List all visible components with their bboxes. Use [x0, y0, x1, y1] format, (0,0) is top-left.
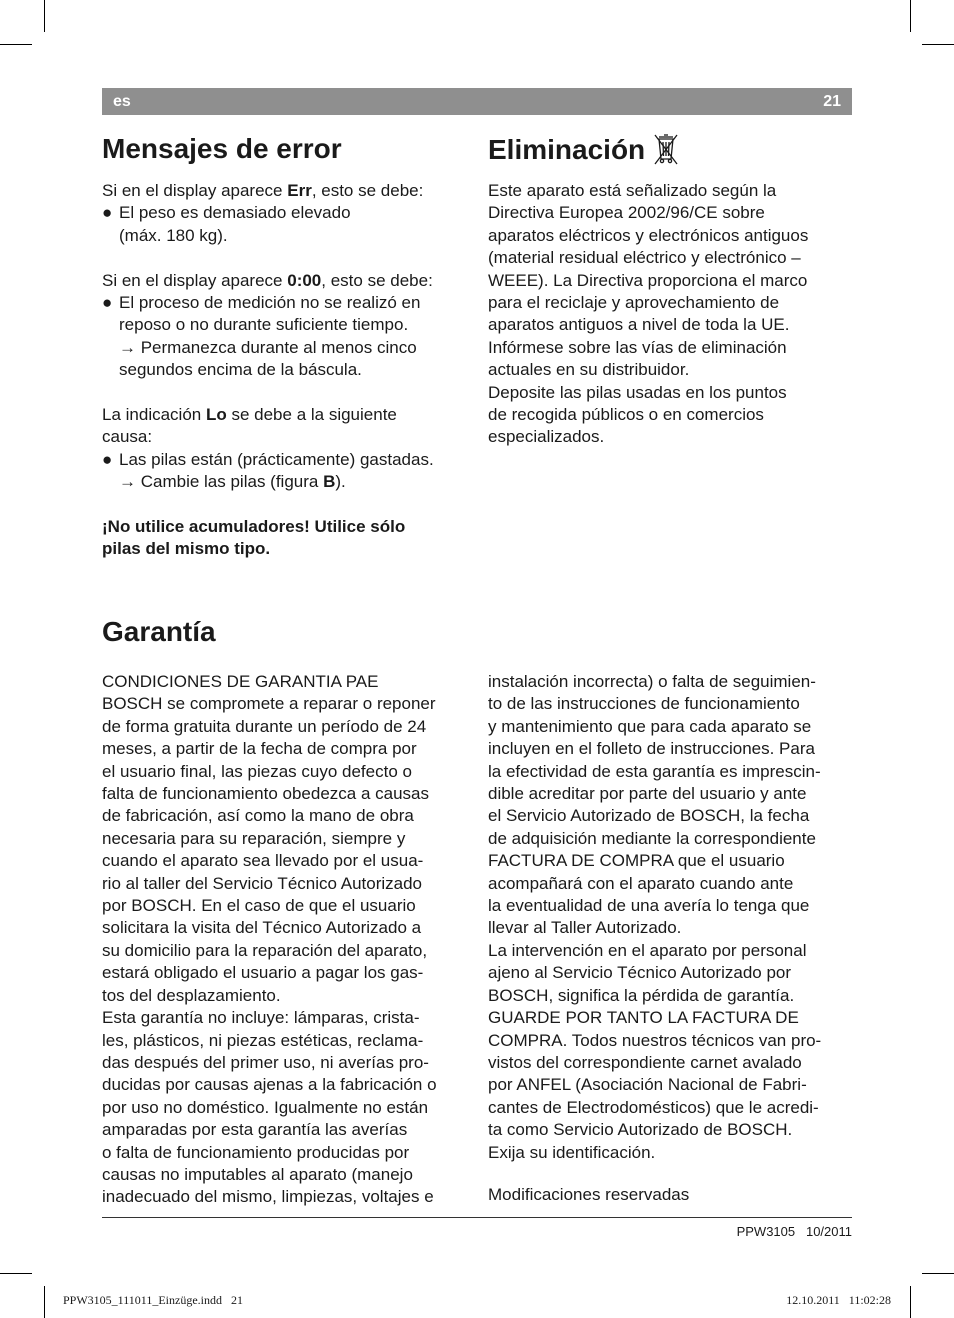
- text-line: de forma gratuita durante un período de 24: [102, 716, 427, 736]
- text-line: especializados.: [488, 427, 605, 447]
- text-line: el usuario final, las piezas cuyo defecto o: [102, 761, 412, 781]
- text-line: solicitara la visita del Técnico Autorizado a: [102, 918, 422, 938]
- text-line: vistos del correspondiente carnet avalado: [488, 1052, 802, 1072]
- crop-mark: [922, 44, 954, 45]
- text-line: cantes de Electrodomésticos) que le acredi-: [488, 1097, 819, 1117]
- text-line: la eventualidad de una avería lo tenga que: [488, 896, 810, 916]
- text-line: rio al taller del Servicio Técnico Autorizado: [102, 873, 423, 893]
- text-line: y mantenimiento que para cada aparato se: [488, 716, 812, 736]
- disposal-text: [488, 180, 858, 449]
- text-line: de recogida públicos o en comercios: [488, 405, 764, 425]
- text-line: WEEE). La Directiva proporciona el marco: [488, 270, 808, 290]
- zero-intro: Si en el display aparece 0:00, esto se debe:: [102, 270, 433, 290]
- list-item: ● El peso es demasiado elevado: [102, 203, 351, 223]
- text-line: necesaria para su reparación, siempre y: [102, 828, 406, 848]
- text-line: to de las instrucciones de funcionamiento: [488, 694, 800, 714]
- text-line: para el reciclaje y aprovechamiento de: [488, 293, 780, 313]
- crop-mark: [922, 1273, 954, 1274]
- text-line: incluyen en el folleto de instrucciones. Para: [488, 739, 815, 759]
- text-line: falta de funcionamiento obedezca a causas: [102, 784, 430, 804]
- text-line: Deposite las pilas usadas en los puntos: [488, 382, 787, 402]
- text-line: CONDICIONES DE GARANTIA PAE: [102, 672, 379, 691]
- warranty-text-left: [102, 671, 472, 1209]
- text-line: La intervención en el aparato por personal: [488, 940, 807, 960]
- crop-mark: [0, 44, 32, 45]
- print-slug-right: 12.10.2011 11:02:28: [786, 1293, 891, 1307]
- model-date: PPW3105 10/2011: [736, 1224, 852, 1239]
- list-item: ● Las pilas están (prácticamente) gastadas.: [102, 449, 434, 469]
- text-line: amparadas por esta garantía las averías: [102, 1120, 408, 1140]
- error-messages-section: Si en el display aparece Err, esto se debe: ● El peso es demasiado elevado (máx. 180 kg). Si en el display aparece 0:00, esto se debe: ● El proceso de medición no se realizó en reposo o no durante suficiente tiempo. → Permanezca durante al menos cinco segundos encima de la báscula. La indicación Lo se debe a la siguiente causa: ● Las pilas están (prácticamente) gastadas. → Cambie las pilas (figura B). ¡No utilice acumuladores! Utilice sólo pilas del mismo tipo.: [102, 180, 472, 561]
- lo-intro: La indicación Lo se debe a la siguiente: [102, 405, 397, 425]
- text-line: Este aparato está señalizado según la: [488, 181, 777, 200]
- text-line: aparatos antiguos a nivel de toda la UE.: [488, 315, 790, 335]
- text-line: COMPRA. Todos nuestros técnicos van pro-: [488, 1030, 822, 1050]
- text-line: cuando el aparato sea llevado por el usua-: [102, 851, 424, 871]
- language-code: es: [113, 92, 131, 110]
- text-line: por BOSCH. En el caso de que el usuario: [102, 896, 416, 916]
- text-line: tos del desplazamiento.: [102, 985, 281, 1005]
- list-item: ● El proceso de medición no se realizó en: [102, 293, 421, 313]
- crop-mark: [910, 0, 911, 32]
- text-line: meses, a partir de la fecha de compra por: [102, 739, 417, 759]
- text-line: por uso no doméstico. Igualmente no están: [102, 1097, 429, 1117]
- text-line: su domicilio para la reparación del aparato,: [102, 940, 428, 960]
- warranty-text-right: [488, 671, 858, 1164]
- crop-mark: [0, 1273, 32, 1274]
- text-line: GUARDE POR TANTO LA FACTURA DE: [488, 1008, 799, 1028]
- text-line: estará obligado el usuario a pagar los gas-: [102, 963, 424, 983]
- text-line: dible acreditar por parte del usuario y ante: [488, 784, 807, 804]
- text-line: BOSCH, significa la pérdida de garantía.: [488, 985, 795, 1005]
- text-line: BOSCH se compromete a reparar o reponer: [102, 694, 436, 714]
- page-number: 21: [823, 92, 841, 110]
- text-line: el Servicio Autorizado de BOSCH, la fecha: [488, 806, 810, 826]
- text-line: Exija su identificación.: [488, 1142, 656, 1162]
- disposal-title: Eliminación: [488, 133, 679, 167]
- text-line: das después del primer uso, ni averías pro-: [102, 1052, 429, 1072]
- text-line: causas no imputables al aparato (manejo: [102, 1164, 413, 1184]
- crop-mark: [44, 0, 45, 32]
- print-slug-left: PPW3105_111011_Einzüge.indd 21: [63, 1293, 243, 1307]
- text-line: o falta de funcionamiento producidas por: [102, 1142, 410, 1162]
- err-intro: Si en el display aparece Err, esto se debe:: [102, 181, 424, 200]
- modifications-note: Modificaciones reservadas: [488, 1185, 690, 1204]
- text-line: FACTURA DE COMPRA que el usuario: [488, 851, 785, 871]
- text-line: les, plásticos, ni piezas estéticas, reclama-: [102, 1030, 424, 1050]
- text-line: la efectividad de esta garantía es imprescin-: [488, 761, 821, 781]
- battery-warning: ¡No utilice acumuladores! Utilice sólo: [102, 517, 406, 537]
- page-header-bar: [102, 88, 852, 115]
- footer-rule: [102, 1217, 852, 1218]
- text-line: aparatos eléctricos y electrónicos antiguos: [488, 225, 809, 245]
- text-line: ta como Servicio Autorizado de BOSCH.: [488, 1120, 793, 1140]
- error-messages-title: Mensajes de error: [102, 133, 342, 164]
- text-line: de fabricación, así como la mano de obra: [102, 806, 414, 826]
- text-line: acompañará con el aparato cuando ante: [488, 873, 794, 893]
- text-line: ajeno al Servicio Técnico Autorizado por: [488, 963, 792, 983]
- text-line: instalación incorrecta) o falta de seguimien-: [488, 672, 816, 691]
- text-line: Esta garantía no incluye: lámparas, crista-: [102, 1008, 420, 1028]
- text-line: (material residual eléctrico y electrónico –: [488, 248, 801, 268]
- text-line: llevar al Taller Autorizado.: [488, 918, 682, 938]
- crop-mark: [910, 1286, 911, 1318]
- text-line: de adquisición mediante la correspondiente: [488, 828, 816, 848]
- text-line: actuales en su distribuidor.: [488, 360, 690, 380]
- text-line: inadecuado del mismo, limpiezas, voltajes e: [102, 1187, 434, 1207]
- warranty-title: Garantía: [102, 616, 216, 647]
- crop-mark: [44, 1286, 45, 1318]
- text-line: Directiva Europea 2002/96/CE sobre: [488, 203, 765, 223]
- text-line: ducidas por causas ajenas a la fabricación o: [102, 1075, 437, 1095]
- crossed-out-wheelie-bin-icon: [653, 133, 679, 167]
- text-line: Infórmese sobre las vías de eliminación: [488, 337, 787, 357]
- text-line: por ANFEL (Asociación Nacional de Fabri-: [488, 1075, 807, 1095]
